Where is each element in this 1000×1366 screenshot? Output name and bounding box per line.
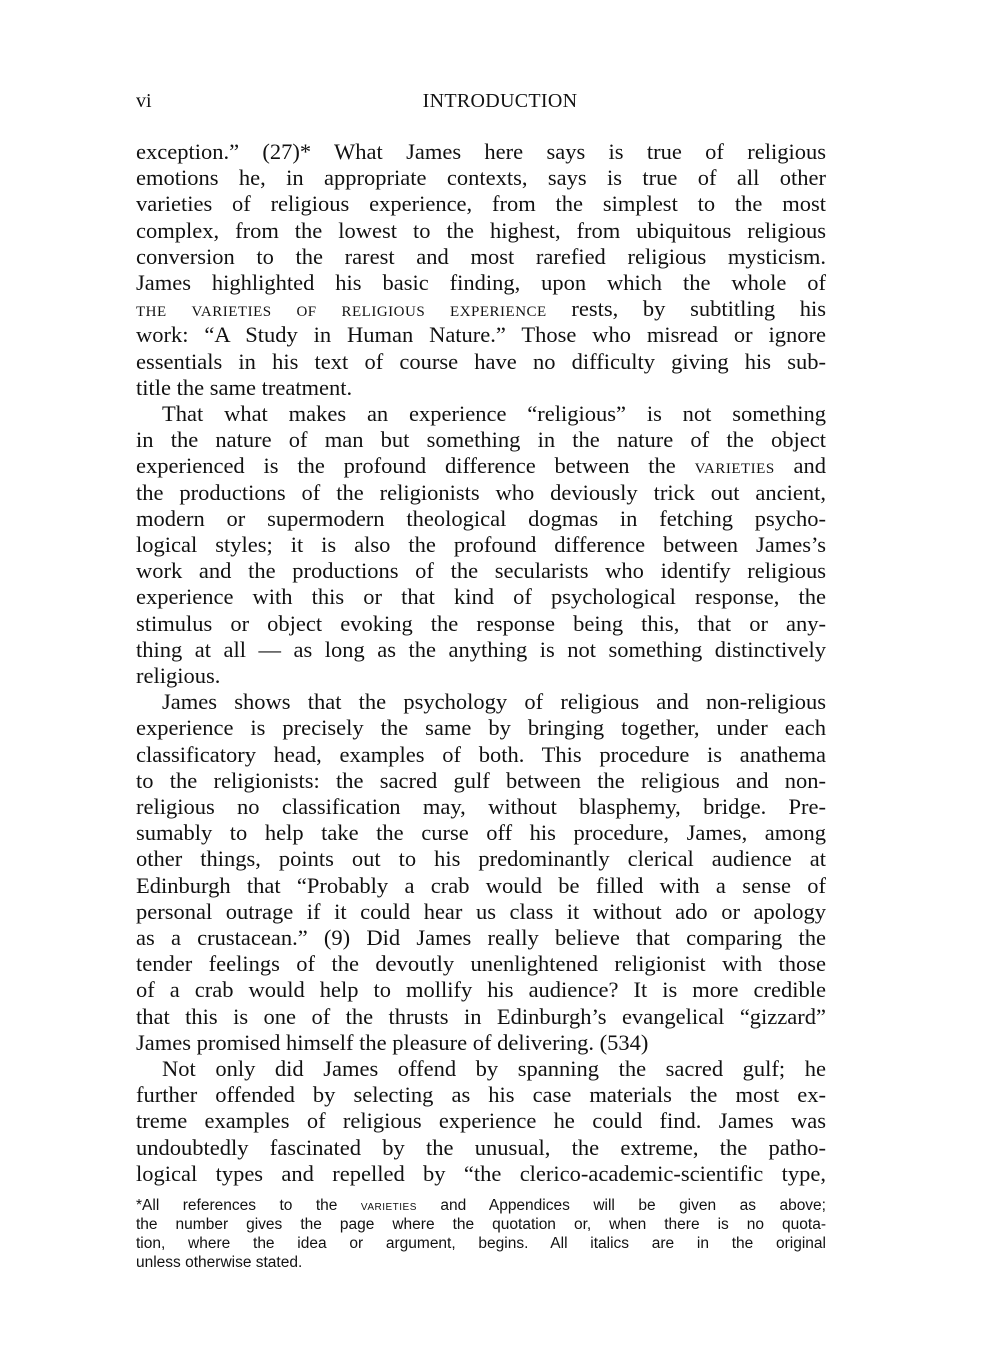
text-line bbox=[136, 1056, 826, 1082]
text-segment: Not only did James offend by spanning the sacred gulf; he bbox=[162, 1056, 826, 1081]
text-segment: complex, from the lowest to the highest, from ubiquitous religious bbox=[136, 217, 826, 243]
footnote-line bbox=[136, 1196, 826, 1215]
text-segment: rests, by subtitling his bbox=[546, 296, 826, 322]
text-segment: tender feelings of the devoutly unenlightened religionist with those bbox=[136, 951, 826, 977]
text-segment: experienced is the profound difference between the bbox=[136, 453, 695, 479]
footnote-line bbox=[136, 1215, 826, 1234]
text-segment: in the nature of man but something in the nature of the object bbox=[136, 427, 826, 453]
footnote-line bbox=[136, 1253, 826, 1272]
text-segment: thing at all — as long as the anything is not something distinctively bbox=[136, 636, 826, 662]
text-line bbox=[136, 611, 826, 637]
text-segment: That what makes an experience “religious” is not something bbox=[162, 401, 826, 426]
text-segment: varieties of religious experience, from the simplest to the most bbox=[136, 191, 826, 217]
text-line bbox=[136, 453, 826, 479]
text-segment: personal outrage if it could hear us class it without ado or apology bbox=[136, 898, 826, 924]
text-line bbox=[136, 1082, 826, 1108]
text-segment: work and the productions of the secularists who identify religious bbox=[136, 558, 826, 584]
text-line bbox=[136, 689, 826, 715]
text-segment: title the same treatment. bbox=[136, 374, 353, 400]
text-segment: *All references to the bbox=[136, 1197, 361, 1214]
text-segment: conversion to the rarest and most rarefied religious mysticism. bbox=[136, 243, 826, 269]
text-line bbox=[136, 506, 826, 532]
text-line bbox=[136, 663, 826, 689]
text-segment: undoubtedly fascinated by the unusual, the extreme, the patho- bbox=[136, 1134, 826, 1160]
text-segment: logical styles; it is also the profound difference between James’s bbox=[136, 532, 826, 557]
text-segment: emotions he, in appropriate contexts, says is true of all other bbox=[136, 165, 826, 191]
small-caps-title: varieties bbox=[360, 1198, 417, 1214]
text-line bbox=[136, 794, 826, 820]
text-line bbox=[136, 977, 826, 1003]
text-segment: logical types and repelled by “the clerico-academic-scientific type, bbox=[136, 1160, 826, 1186]
text-line bbox=[136, 270, 826, 296]
text-segment: that this is one of the thrusts in Edinburgh’s evangelical “gizzard” bbox=[136, 1003, 826, 1029]
text-line bbox=[136, 873, 826, 899]
running-head: INTRODUCTION bbox=[422, 90, 578, 112]
text-line bbox=[136, 637, 826, 663]
text-segment: the productions of the religionists who deviously trick out ancient, bbox=[136, 479, 826, 505]
small-caps-title: varieties bbox=[694, 454, 775, 479]
text-segment: further offended by selecting as his case materials the most ex- bbox=[136, 1082, 826, 1108]
text-line bbox=[136, 296, 826, 322]
text-segment: religious no classification may, without blasphemy, bridge. Pre- bbox=[136, 794, 826, 819]
text-segment: as a crustacean.” (9) Did James really believe that comparing the bbox=[136, 925, 826, 950]
text-line bbox=[136, 480, 826, 506]
text-line bbox=[136, 768, 826, 794]
text-segment: tion, where the idea or argument, begins. All italics are in the original bbox=[136, 1235, 826, 1252]
text-segment: modern or supermodern theological dogmas in fetching psycho- bbox=[136, 505, 826, 531]
text-segment: work: “A Study in Human Nature.” Those who misread or ignore bbox=[136, 322, 826, 348]
text-segment: experience is precisely the same by bringing together, under each bbox=[136, 715, 826, 741]
text-line bbox=[136, 349, 826, 375]
text-line bbox=[136, 558, 826, 584]
text-segment: sumably to help take the curse off his procedure, James, among bbox=[136, 820, 826, 846]
text-segment: of a crab would help to mollify his audience? It is more credible bbox=[136, 977, 826, 1003]
text-segment: and bbox=[774, 453, 826, 479]
text-segment: religious. bbox=[136, 663, 221, 688]
text-line bbox=[136, 532, 826, 558]
text-line bbox=[136, 899, 826, 925]
page-number: vi bbox=[136, 90, 152, 112]
text-line bbox=[136, 925, 826, 951]
text-segment: to the religionists: the sacred gulf between the religious and non- bbox=[136, 767, 826, 793]
text-segment: stimulus or object evoking the response being this, that or any- bbox=[136, 610, 826, 636]
text-line bbox=[136, 715, 826, 741]
text-line bbox=[136, 584, 826, 610]
text-line bbox=[136, 1030, 826, 1056]
text-segment: Edinburgh that “Probably a crab would be filled with a sense of bbox=[136, 872, 826, 898]
text-segment: other things, points out to his predominantly clerical audience at bbox=[136, 846, 826, 872]
text-segment: treme examples of religious experience he could find. James was bbox=[136, 1108, 826, 1134]
text-line bbox=[136, 401, 826, 427]
text-line bbox=[136, 322, 826, 348]
text-segment: classificatory head, examples of both. This procedure is anathema bbox=[136, 741, 826, 767]
text-line bbox=[136, 427, 826, 453]
text-segment: the number gives the page where the quotation or, when there is no quota- bbox=[136, 1216, 826, 1233]
text-line bbox=[136, 951, 826, 977]
footnote-line bbox=[136, 1234, 826, 1253]
text-line bbox=[136, 191, 826, 217]
text-segment: essentials in his text of course have no difficulty giving his sub- bbox=[136, 348, 826, 374]
text-line bbox=[136, 218, 826, 244]
text-line bbox=[136, 1108, 826, 1134]
text-line bbox=[136, 165, 826, 191]
text-line bbox=[136, 820, 826, 846]
text-line bbox=[136, 139, 826, 165]
text-line bbox=[136, 244, 826, 270]
text-segment: exception.” (27)* What James here says is true of religious bbox=[136, 139, 826, 164]
text-line bbox=[136, 1161, 826, 1187]
text-line bbox=[136, 742, 826, 768]
text-segment: and Appendices will be given as above; bbox=[416, 1197, 826, 1214]
small-caps-title: the varieties of religious experience bbox=[136, 297, 547, 322]
text-line bbox=[136, 846, 826, 872]
text-line bbox=[136, 1135, 826, 1161]
text-segment: James promised himself the pleasure of delivering. (534) bbox=[136, 1029, 649, 1055]
text-line bbox=[136, 375, 826, 401]
text-segment: experience with this or that kind of psychological response, the bbox=[136, 584, 826, 610]
text-segment: unless otherwise stated. bbox=[136, 1254, 303, 1271]
text-segment: James shows that the psychology of religious and non-religious bbox=[162, 689, 826, 715]
text-segment: James highlighted his basic finding, upon which the whole of bbox=[136, 270, 826, 295]
text-line bbox=[136, 1004, 826, 1030]
